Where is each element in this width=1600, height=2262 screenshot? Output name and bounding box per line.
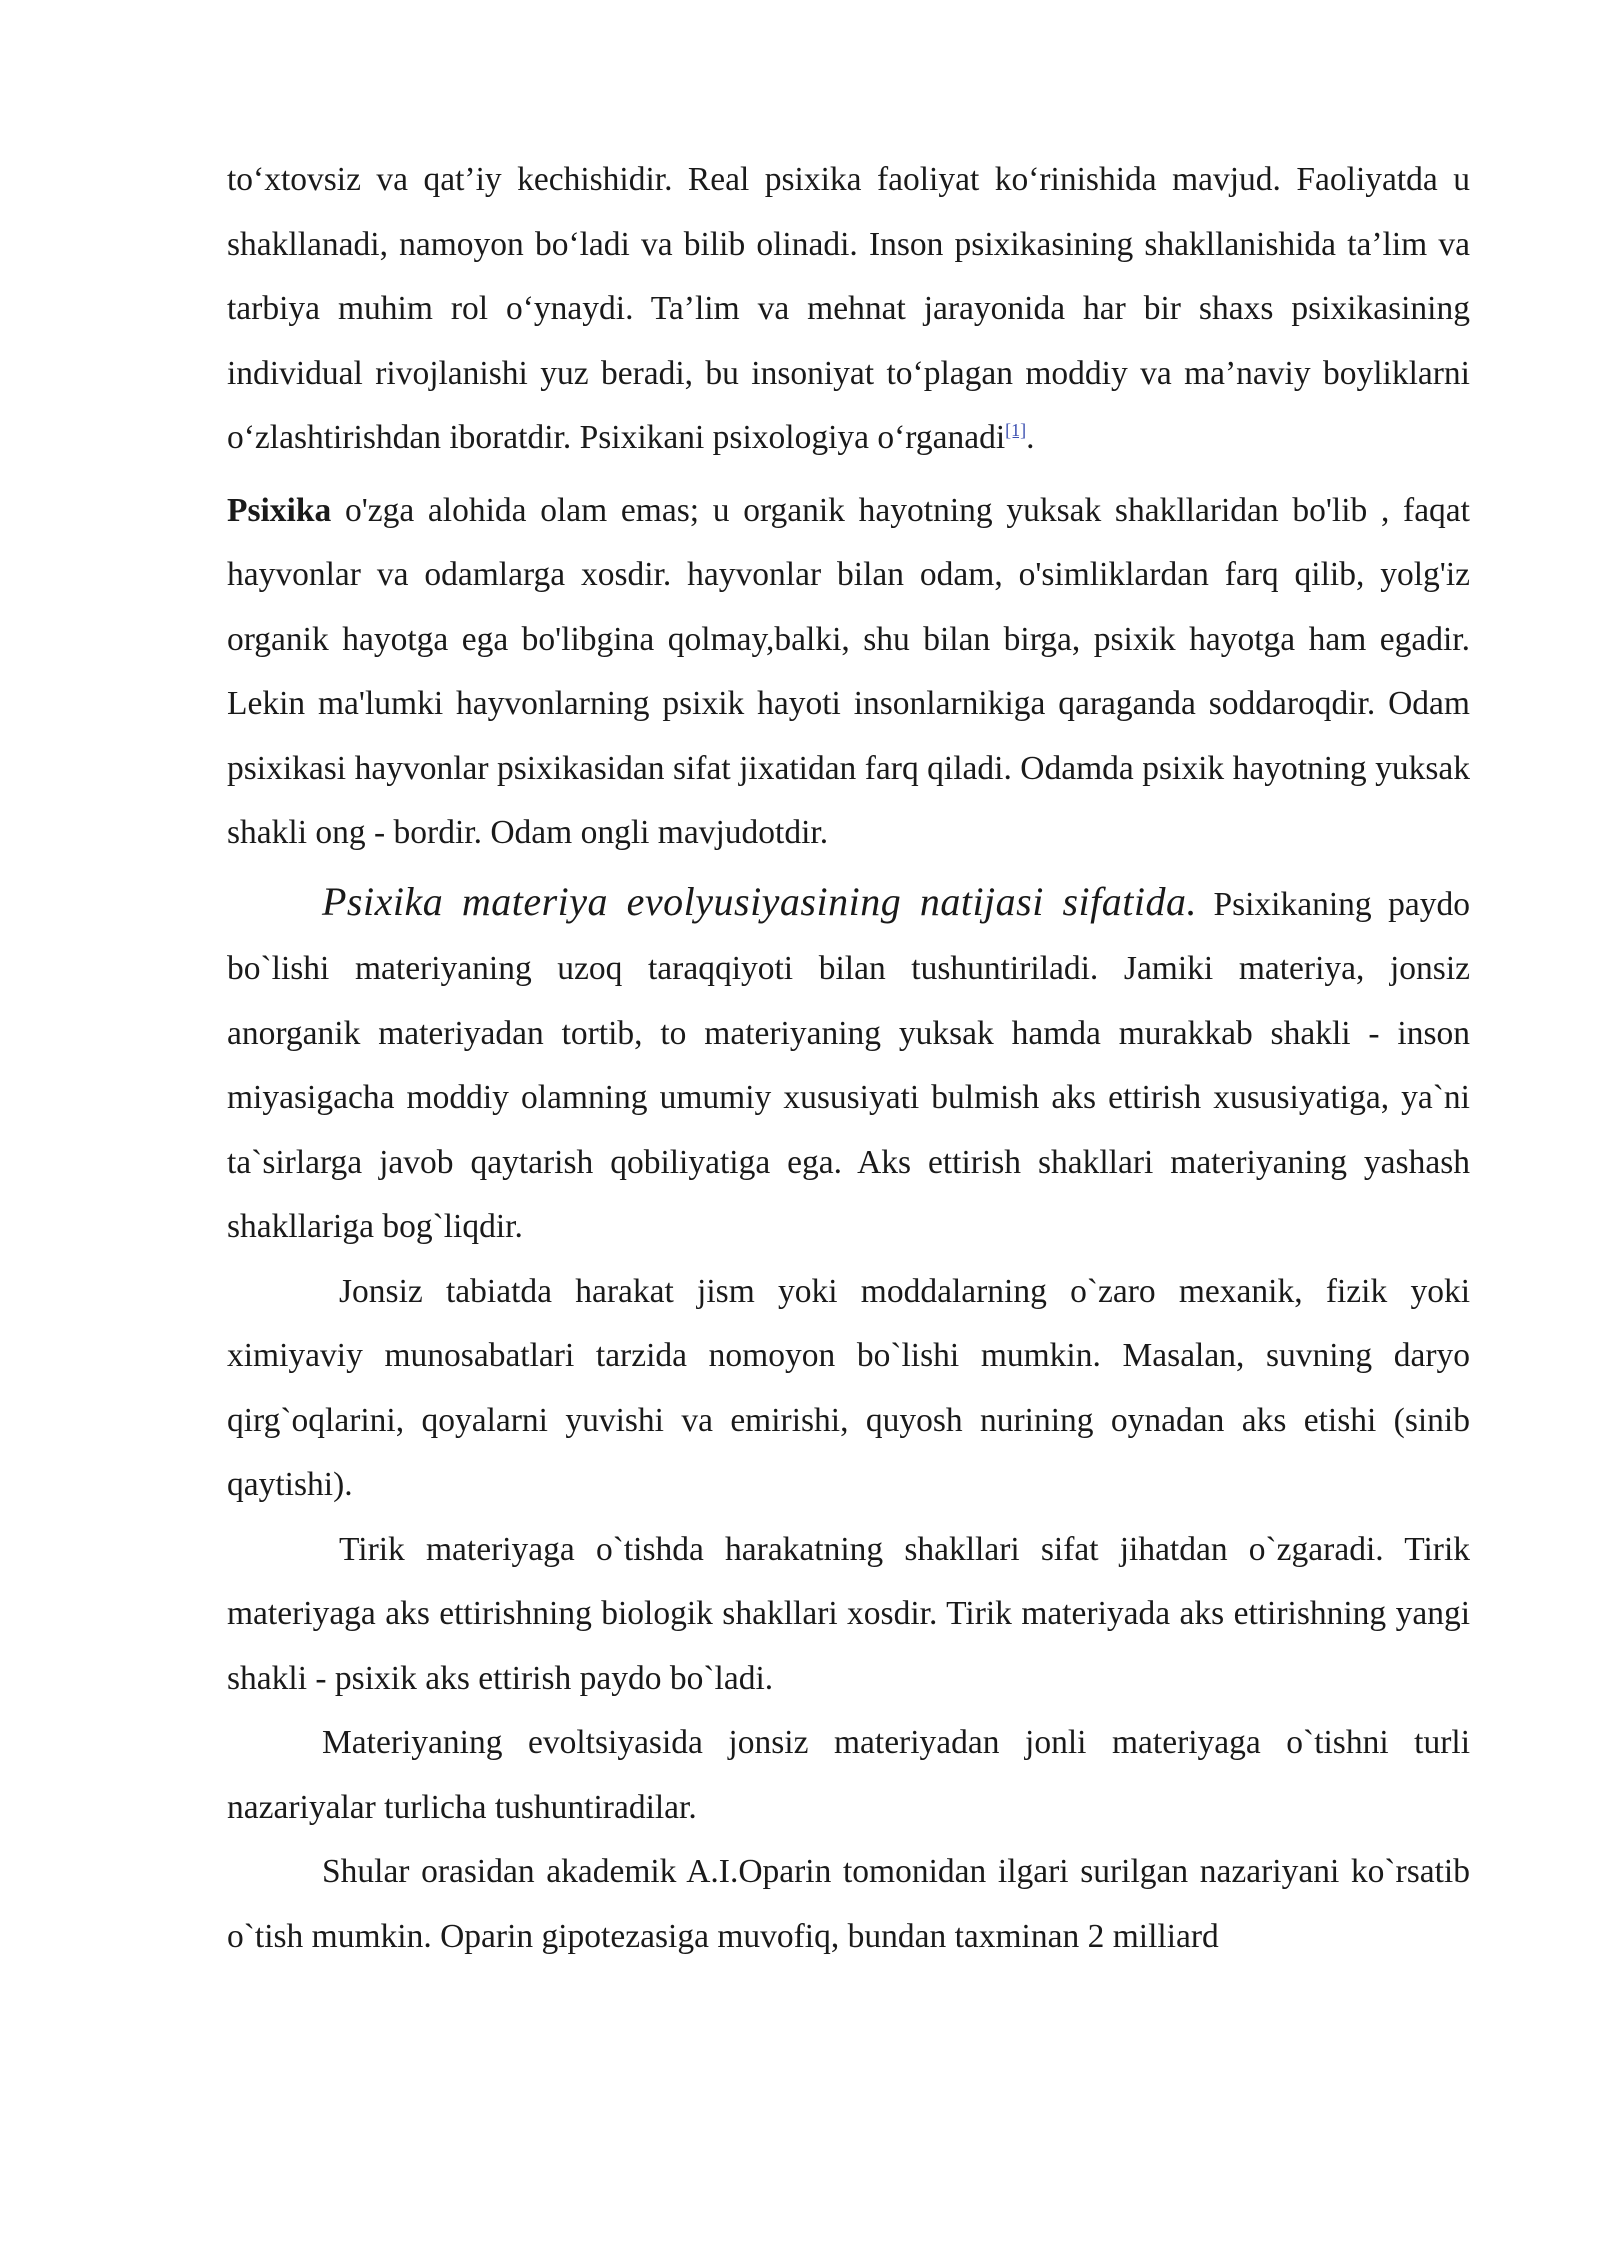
paragraph-text: Jonsiz tabiatda harakat jism yoki moddalarning o`zaro mexanik, fizik yoki ximiyaviy munosabatlari tarzida nomoyon bo`lishi mumkin. Masalan, suvning daryo qirg`oqlarini, qoyalarni yuvishi va emirishi, quyosh nurining oynadan aks etishi (sinib qaytishi). bbox=[227, 1272, 1470, 1503]
bold-term: Psixika bbox=[227, 491, 332, 529]
section-heading: Psixika materiya evolyusiyasining natijasi sifatida. bbox=[322, 878, 1197, 924]
paragraph-text: Tirik materiyaga o`tishda harakatning shakllari sifat jihatdan o`zgaradi. Tirik materiyaga aks ettirishning biologik shakllari xosdir. Tirik materiyada aks ettirishning yangi shakli - psixik aks ettirish paydo bo`ladi. bbox=[227, 1530, 1470, 1697]
paragraph-evoltsiya bbox=[227, 1711, 1470, 1840]
paragraph-psixika-definition bbox=[227, 479, 1470, 866]
paragraph-tirik-materiya bbox=[227, 1518, 1470, 1712]
paragraph-jonsiz-tabiat bbox=[227, 1260, 1470, 1518]
paragraph-text: o'zga alohida olam emas; u organik hayotning yuksak shakllaridan bo'lib , faqat hayvonlar va odamlarga xosdir. hayvonlar bilan odam, o'simliklardan farq qilib, yolg'iz organik hayotga ega bo'libgina qolmay,balki, shu bilan birga, psixik hayotga ham egadir. Lekin ma'lumki hayvonlarning psixik hayoti insonlarnikiga qaraganda soddaroqdir. Odam psixikasi hayvonlar psixikasidan sifat jixatidan farq qiladi. Odamda psixik hayotning yuksak shakli ong - bordir. Odam ongli mavjudotdir. bbox=[227, 491, 1470, 851]
paragraph-text: Materiyaning evoltsiyasida jonsiz materiyadan jonli materiyaga o`tishni turli nazariyalar turlicha tushuntiradilar. bbox=[227, 1724, 1470, 1826]
paragraph-text: Shular orasidan akademik A.I.Oparin tomonidan ilgari surilgan nazariyani ko`rsatib o`tish mumkin. Oparin gipotezasiga muvofiq, bundan taxminan 2 milliard bbox=[227, 1853, 1470, 1955]
document-page bbox=[227, 148, 1470, 1969]
paragraph-text: to‘xtovsiz va qat’iy kechishidir. Real psixika faoliyat ko‘rinishida mavjud. Faoliyatda u shakllanadi, namoyon bo‘ladi va bilib olinadi. Inson psixikasining shakllanishida ta’lim va tarbiya muhim rol o‘ynaydi. Ta’lim va mehnat jarayonida har bir shaxs psixikasining individual rivojlanishi yuz beradi, bu insoniyat to‘plagan moddiy va ma’naviy boyliklarni o‘zlashtirishdan iboratdir. Psixikani psixologiya o‘rganadi bbox=[227, 161, 1470, 456]
paragraph-oparin bbox=[227, 1840, 1470, 1969]
paragraph-evolution bbox=[227, 870, 1470, 1260]
paragraph-psixika-faoliyat bbox=[227, 148, 1470, 471]
paragraph-text: Psixikaning paydo bo`lishi materiyaning uzoq taraqqiyoti bilan tushuntiriladi. Jamiki materiya, jonsiz anorganik materiyadan tortib, to materiyaning yuksak hamda murakkab shakli - inson miyasigacha moddiy olamning umumiy xususiyati bulmish aks ettirish xususiyatiga, ya`ni ta`sirlarga javob qaytarish qobiliyatiga ega. Aks ettirish shakllari materiyaning yashash shakllariga bog`liqdir. bbox=[227, 885, 1470, 1245]
footnote-link[interactable]: [1] bbox=[1005, 419, 1027, 440]
paragraph-end: . bbox=[1026, 419, 1035, 456]
